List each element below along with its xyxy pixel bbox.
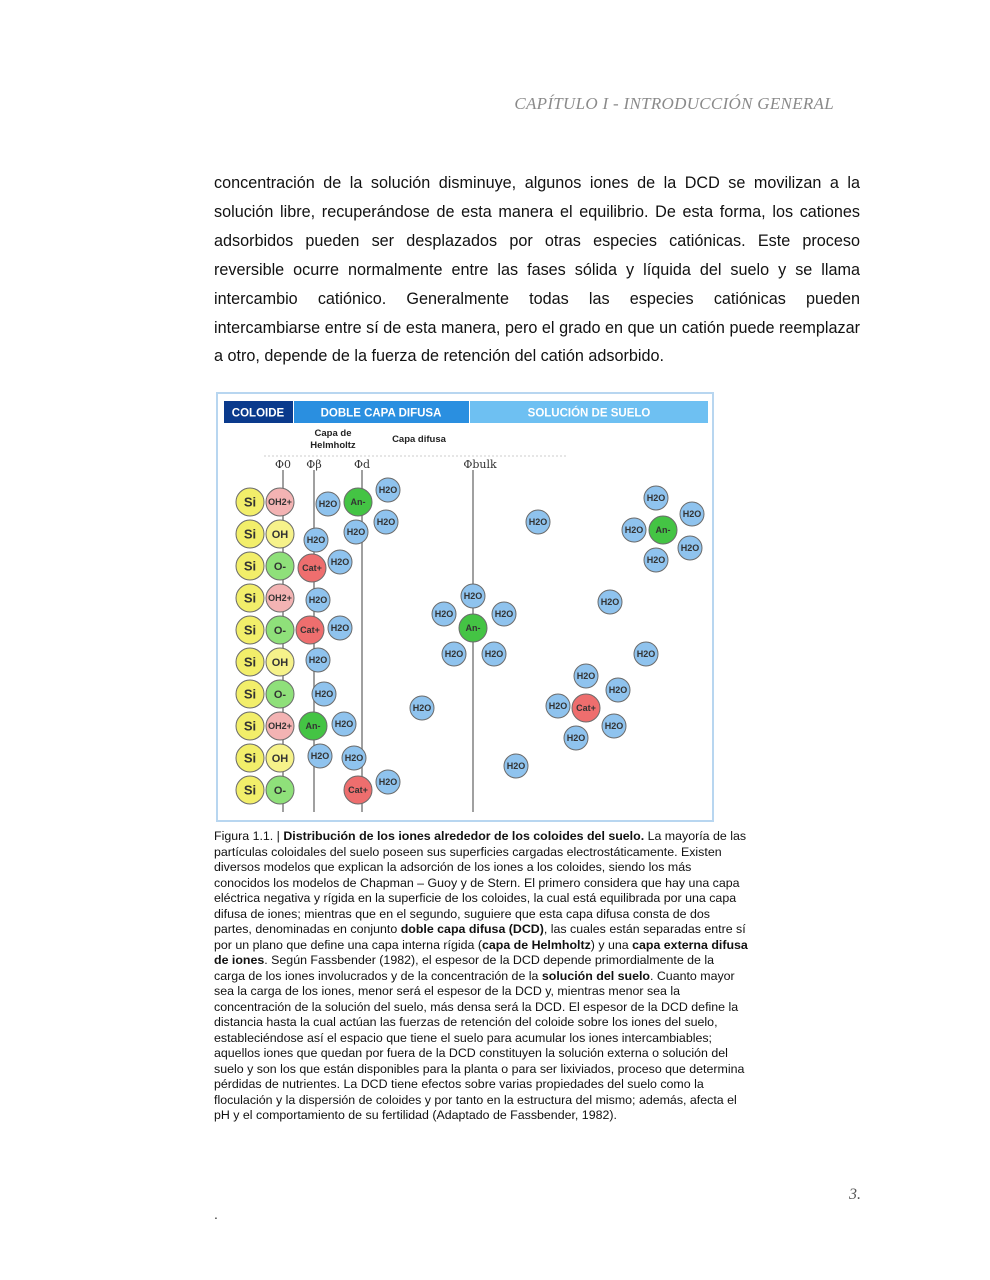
svg-text:H2O: H2O (484, 649, 504, 660)
caption-bold-solucion: solución del suelo (541, 968, 650, 983)
svg-text:Si: Si (243, 590, 257, 606)
svg-text:An-: An- (655, 525, 671, 536)
svg-text:H2O: H2O (646, 493, 666, 504)
svg-text:OH2+: OH2+ (268, 721, 292, 732)
water-molecule (312, 682, 336, 706)
water-molecule (504, 754, 528, 778)
si-atom (236, 712, 264, 740)
water-molecule (410, 696, 434, 720)
svg-text:Si: Si (243, 622, 257, 638)
running-head: CAPÍTULO I - INTRODUCCIÓN GENERAL (514, 94, 834, 113)
water-molecule (680, 502, 704, 526)
water-molecule (316, 492, 340, 516)
page-number: 3. (849, 1186, 861, 1203)
surface-group-oh2-minusplus (266, 488, 294, 516)
water-molecule (308, 744, 332, 768)
caption-prefix: Figura 1.1. | (214, 829, 284, 843)
svg-text:Si: Si (243, 750, 257, 766)
ions-layer (236, 478, 704, 804)
svg-text:O-: O- (273, 688, 287, 701)
header-dcd: DOBLE CAPA DIFUSA (320, 407, 442, 420)
water-molecule (678, 536, 702, 560)
svg-text:H2O: H2O (604, 721, 624, 732)
svg-text:H2O: H2O (600, 597, 620, 608)
surface-group-o-minus (266, 776, 294, 804)
svg-text:O-: O- (273, 784, 287, 797)
svg-text:H2O: H2O (330, 557, 350, 568)
si-atom (236, 488, 264, 516)
svg-text:OH: OH (271, 528, 289, 541)
svg-text:OH2+: OH2+ (268, 497, 292, 508)
water-molecule (622, 518, 646, 542)
si-atom (236, 552, 264, 580)
svg-text:H2O: H2O (680, 543, 700, 554)
water-molecule (644, 548, 668, 572)
anion (649, 516, 677, 544)
water-molecule (526, 510, 550, 534)
water-molecule (546, 694, 570, 718)
svg-text:H2O: H2O (576, 671, 596, 682)
water-molecule (376, 478, 400, 502)
stray-mark: . (214, 1206, 218, 1222)
svg-text:An-: An- (465, 623, 481, 634)
svg-text:H2O: H2O (308, 595, 328, 606)
svg-text:An-: An- (350, 497, 366, 508)
surface-group-oh (266, 744, 294, 772)
si-atom (236, 584, 264, 612)
caption-bold-capa-externa: capa externa difusa de iones (214, 937, 748, 967)
water-molecule (634, 642, 658, 666)
caption-bold-helmholtz: capa de Helmholtz (481, 937, 591, 952)
svg-text:H2O: H2O (308, 655, 328, 666)
svg-text:Cat+: Cat+ (348, 785, 368, 796)
svg-text:H2O: H2O (334, 719, 354, 730)
water-molecule (606, 678, 630, 702)
svg-text:Cat+: Cat+ (300, 625, 320, 636)
svg-text:H2O: H2O (636, 649, 656, 660)
svg-text:Si: Si (243, 686, 257, 702)
svg-text:H2O: H2O (310, 751, 330, 762)
figure-double-layer (216, 392, 714, 822)
si-atom (236, 680, 264, 708)
svg-text:H2O: H2O (330, 623, 350, 634)
potential-phibulk: Φbulk (463, 458, 497, 471)
header-coloide: COLOIDE (231, 407, 285, 420)
label-helmholtz-line1: Capa de (314, 428, 352, 439)
svg-text:H2O: H2O (376, 517, 396, 528)
water-molecule (342, 746, 366, 770)
si-atom (236, 744, 264, 772)
surface-group-oh2-minusplus (266, 584, 294, 612)
water-molecule (492, 602, 516, 626)
caption-text-4: . Según Fassbender (1982), el espesor de la DCD depende primordialmente de la carga de los iones involucrados y de la concentración de la (214, 953, 715, 983)
water-molecule (328, 616, 352, 640)
water-molecule (602, 714, 626, 738)
caption-title: Distribución de los iones alrededor de los coloides del suelo. (283, 829, 645, 843)
svg-text:OH: OH (271, 656, 289, 669)
water-molecule (564, 726, 588, 750)
anion (299, 712, 327, 740)
svg-text:Si: Si (243, 526, 257, 542)
svg-text:H2O: H2O (346, 527, 366, 538)
svg-text:O-: O- (273, 560, 287, 573)
cation (296, 616, 324, 644)
potential-phid: Φd (353, 458, 371, 471)
water-molecule (332, 712, 356, 736)
svg-text:Si: Si (243, 494, 257, 510)
si-atom (236, 616, 264, 644)
anion (459, 614, 487, 642)
svg-text:H2O: H2O (378, 485, 398, 496)
label-helmholtz-line2: Helmholtz (310, 440, 356, 451)
svg-text:H2O: H2O (506, 761, 526, 772)
water-molecule (598, 590, 622, 614)
surface-group-o-minus (266, 616, 294, 644)
water-molecule (482, 642, 506, 666)
svg-text:Si: Si (243, 718, 257, 734)
svg-text:H2O: H2O (682, 509, 702, 520)
svg-text:H2O: H2O (646, 555, 666, 566)
anion (344, 488, 372, 516)
header-solucion: SOLUCIÓN DE SUELO (527, 407, 651, 420)
water-molecule (376, 770, 400, 794)
caption-text-2: , las cuales están separadas entre sí por un plano que define una capa interna rígida ( (214, 922, 746, 952)
svg-text:H2O: H2O (378, 777, 398, 788)
si-atom (236, 648, 264, 676)
cation (344, 776, 372, 804)
water-molecule (432, 602, 456, 626)
svg-text:OH2+: OH2+ (268, 593, 292, 604)
surface-group-o-minus (266, 552, 294, 580)
svg-text:H2O: H2O (306, 535, 326, 546)
label-capa-difusa: Capa difusa (392, 434, 446, 445)
svg-text:Cat+: Cat+ (302, 563, 322, 574)
water-molecule (304, 528, 328, 552)
water-molecule (574, 664, 598, 688)
water-molecule (344, 520, 368, 544)
surface-group-oh (266, 648, 294, 676)
water-molecule (306, 588, 330, 612)
svg-text:Cat+: Cat+ (576, 703, 596, 714)
svg-text:H2O: H2O (444, 649, 464, 660)
svg-text:Si: Si (243, 782, 257, 798)
svg-text:H2O: H2O (566, 733, 586, 744)
surface-group-oh (266, 520, 294, 548)
water-molecule (461, 584, 485, 608)
svg-text:An-: An- (305, 721, 321, 732)
cation (572, 694, 600, 722)
svg-text:Si: Si (243, 654, 257, 670)
svg-text:H2O: H2O (608, 685, 628, 696)
figure-caption (214, 829, 748, 1124)
svg-text:OH: OH (271, 752, 289, 765)
svg-text:O-: O- (273, 624, 287, 637)
svg-text:H2O: H2O (318, 499, 338, 510)
body-paragraph: concentración de la solución disminuye, algunos iones de la DCD se movilizan a la solución libre, recuperándose de esta manera el equilibrio. De esta forma, los cationes adsorbidos pueden ser desplazados por otras especies catiónicas. Este proceso reversible ocurre normalmente entre las fases sólida y líquida del suelo y se llama intercambio catiónico. Generalmente todas las especies catiónicas pueden intercambiarse entre sí de esta manera, pero el grado en que un catión puede reemplazar a otro, depende de la fuerza de retención del catión adsorbido. (214, 174, 860, 366)
cation (298, 554, 326, 582)
caption-bold-dcd: doble capa difusa (DCD) (400, 922, 544, 936)
water-molecule (328, 550, 352, 574)
svg-text:H2O: H2O (314, 689, 334, 700)
figure-diagram (218, 394, 712, 820)
surface-group-oh2-minusplus (266, 712, 294, 740)
water-molecule (306, 648, 330, 672)
water-molecule (644, 486, 668, 510)
svg-text:H2O: H2O (528, 517, 548, 528)
svg-text:H2O: H2O (434, 609, 454, 620)
svg-text:H2O: H2O (412, 703, 432, 714)
svg-text:H2O: H2O (463, 591, 483, 602)
svg-text:H2O: H2O (494, 609, 514, 620)
caption-text-5: . Cuanto mayor sea la carga de los iones, menor será el espesor de la DCD y, mientras menor sea la concentración de la solución del suelo, más densa será la DCD. El espesor de la DCD define la distancia hasta la cual actúan las fuerzas de retención del coloide sobre los iones del suelo, estableciéndose así el espacio que tiene el suelo para acumular los iones intercambiables; aquellos iones que quedan por fuera de la DCD constituyen la solución externa o solución del suelo y son los que están disponibles para la planta o para ser lixiviados, proceso que determina pérdidas de nutrientes. La DCD tiene efectos sobre varias propiedades del suelo como la floculación y la dispersión de coloides y por tanto en la estructura del mismo; además, afecta el pH y el comportamiento de su fertilidad (Adaptado de Fassbender, 1982). (214, 968, 745, 1122)
svg-text:H2O: H2O (548, 701, 568, 712)
si-atom (236, 520, 264, 548)
svg-text:H2O: H2O (344, 753, 364, 764)
caption-text-1: La mayoría de las partículas coloidales del suelo poseen sus superficies cargadas electrostáticamente. Existen diversos modelos que explican la adsorción de los iones a los coloides, siendo los más conocidos los modelos de Chapman – Guoy y de Stern. El primero considera que hay una capa eléctrica negativa y rígida en la superficie de los coloides, la cual está equilibrada por una capa difusa de iones; mientras que en el segundo, suguiere que esta capa difusa consta de dos partes, denominadas en conjunto (214, 829, 747, 936)
surface-group-o-minus (266, 680, 294, 708)
potential-phi0: Φ0 (274, 458, 292, 471)
si-atom (236, 776, 264, 804)
svg-text:Si: Si (243, 558, 257, 574)
caption-text-3: ) y una (590, 937, 633, 952)
water-molecule (374, 510, 398, 534)
water-molecule (442, 642, 466, 666)
svg-text:H2O: H2O (624, 525, 644, 536)
potential-phib: Φβ (306, 458, 322, 471)
